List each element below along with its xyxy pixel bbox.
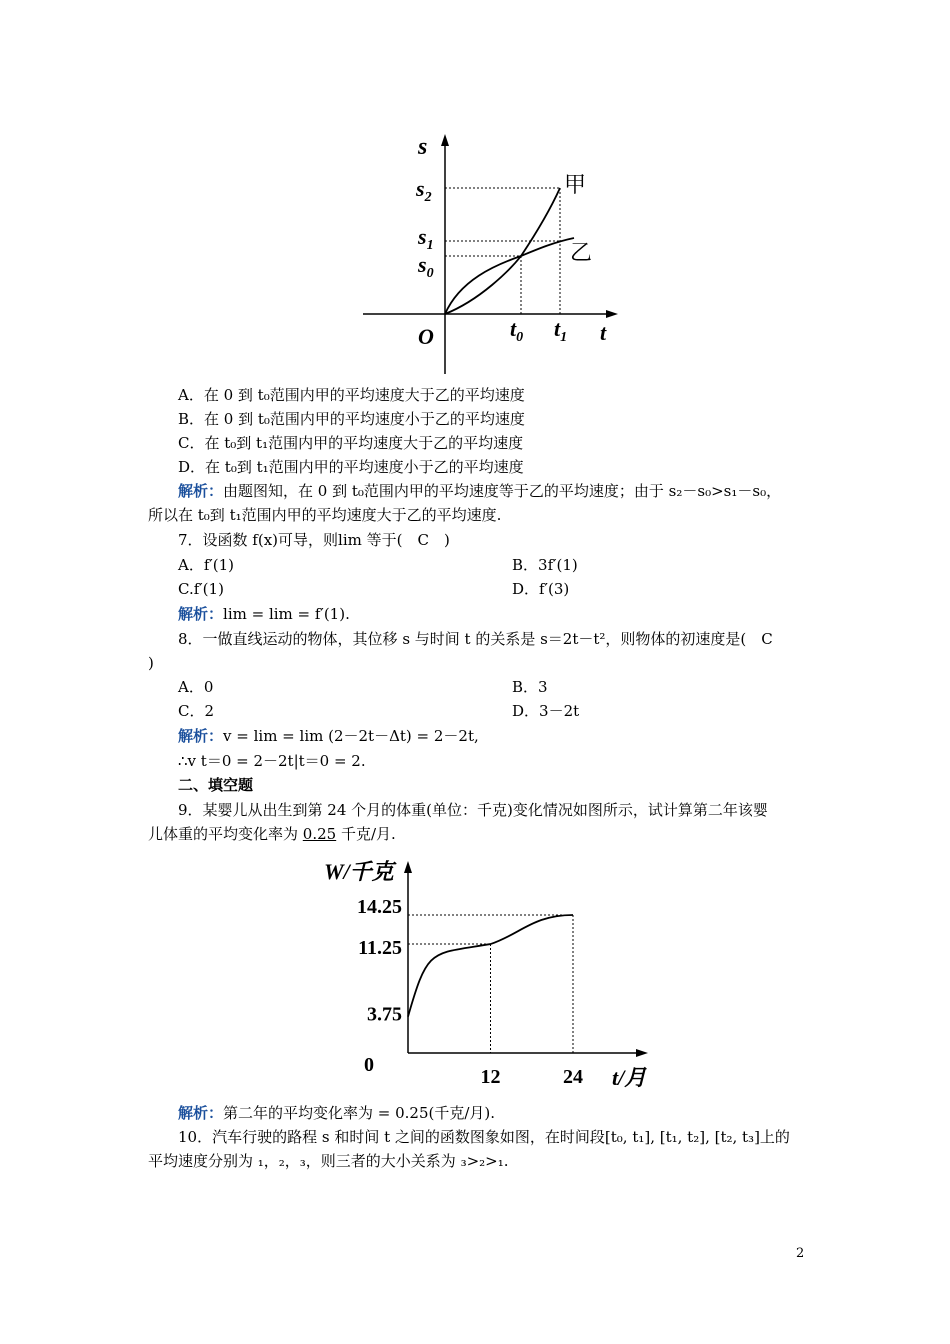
q9-solution-text: 第二年的平均变化率为 = 0.25(千克/月). <box>223 1104 496 1122</box>
tick-s0: $s_0$ <box>418 252 434 281</box>
graph-weight <box>320 855 660 1095</box>
q7-options-row2 <box>178 579 950 599</box>
q7-solution <box>178 604 950 624</box>
q8-option-a: A．0 <box>178 678 214 696</box>
q9-solution <box>178 1103 950 1123</box>
q6-solution-label: 解析： <box>178 482 224 500</box>
q8-stem-line1: 8．一做直线运动的物体，其位移 s 与时间 t 的关系是 s＝2t－t²，则物体的初速度是( C <box>178 630 773 648</box>
q10-stem-line2: 平均速度分别为 ₁，₂，₃，则三者的大小关系为 ₃>₂>₁. <box>148 1152 509 1170</box>
q7-option-a: A．f′(1) <box>178 556 235 574</box>
t-axis-label: t/月 <box>612 1065 647 1090</box>
section-fill-in-title: 二、填空题 <box>178 776 254 794</box>
q7-stem: 7．设函数 f(x)可导，则lim 等于( C ) <box>178 531 450 549</box>
y-axis-arrow <box>441 134 449 146</box>
q8-solution-text1: v = lim = lim (2－2t－Δt) = 2－2t, <box>223 727 479 745</box>
q8-option-d: D．3－2t <box>512 702 580 720</box>
w-axis-label: W/千克 <box>324 859 394 884</box>
x-tick-label: 12 <box>480 1066 501 1088</box>
y-axis-label: s <box>418 134 428 160</box>
page-number: 2 <box>796 1246 805 1261</box>
q7-option-c: C.f′(1) <box>178 580 224 598</box>
curve-yi <box>445 238 574 314</box>
t-axis-arrow <box>636 1049 648 1057</box>
y-tick-label: 11.25 <box>358 937 402 960</box>
q7-options-row1 <box>178 555 950 575</box>
tick-t1: $t_1$ <box>554 316 568 345</box>
q8-stem-line2: ) <box>148 654 154 672</box>
q8-solution-label: 解析： <box>178 727 224 745</box>
q8-option-b: B．3 <box>512 678 548 696</box>
x-axis-label: t <box>600 320 607 345</box>
y-tick-label: 3.75 <box>367 1003 402 1026</box>
w-axis-arrow <box>404 861 412 873</box>
q9-answer: 0.25 <box>302 825 337 843</box>
q6-solution-text1: 由题图知，在 0 到 t₀范围内甲的平均速度等于乙的平均速度；由于 s₂－s₀>s₁－s₀， <box>223 482 782 500</box>
q6-option-a: A．在 0 到 t₀范围内甲的平均速度大于乙的平均速度 <box>178 386 525 404</box>
q8-solution-line2: ∴v t＝0 = 2－2t|t＝0 = 2. <box>178 752 366 770</box>
q9-stem-pre: 儿体重的平均变化率为 <box>148 825 303 843</box>
q8-options-row2 <box>178 701 950 721</box>
q6-option-c: C．在 t₀到 t₁范围内甲的平均速度大于乙的平均速度 <box>178 434 524 452</box>
tick-s2: $s_2$ <box>416 176 432 205</box>
graph-s-t <box>360 130 620 380</box>
q8-solution-line1 <box>178 726 950 746</box>
x-tick-label: 24 <box>563 1066 583 1088</box>
q6-option-d: D．在 t₀到 t₁范围内甲的平均速度小于乙的平均速度 <box>178 458 524 476</box>
q9-solution-label: 解析： <box>178 1104 224 1122</box>
q6-solution-line2: 所以在 t₀到 t₁范围内甲的平均速度大于乙的平均速度. <box>148 506 502 524</box>
q6-option-b: B．在 0 到 t₀范围内甲的平均速度小于乙的平均速度 <box>178 410 525 428</box>
tick-t0: $t_0$ <box>510 316 524 345</box>
q7-option-b: B．3f′(1) <box>512 556 578 574</box>
q7-option-d: D．f′(3) <box>512 580 570 598</box>
x-axis-arrow <box>606 310 618 318</box>
q6-solution-line1 <box>178 481 950 501</box>
q7-solution-label: 解析： <box>178 605 224 623</box>
tick-s1: $s_1$ <box>418 224 434 253</box>
label-jia: 甲 <box>564 172 587 197</box>
y-tick-label: 14.25 <box>357 896 402 918</box>
q10-stem-line1: 10．汽车行驶的路程 s 和时间 t 之间的函数图象如图，在时间段[t₀, t₁], [t₁, t₂], [t₂, t₃]上的 <box>178 1128 790 1146</box>
q9-stem-line1: 9．某婴儿从出生到第 24 个月的体重(单位：千克)变化情况如图所示，试计算第二年该婴 <box>178 801 768 819</box>
q9-stem-line2 <box>148 824 950 844</box>
q8-option-c: C．2 <box>178 702 215 720</box>
origin-label: O <box>418 324 434 349</box>
q9-stem-post: 千克/月. <box>336 825 396 843</box>
label-yi: 乙 <box>570 240 593 265</box>
origin-zero: 0 <box>364 1054 374 1076</box>
q8-options-row1 <box>178 677 950 697</box>
curve-jia <box>445 188 560 314</box>
q7-solution-text: lim = lim = f′(1). <box>223 605 350 623</box>
